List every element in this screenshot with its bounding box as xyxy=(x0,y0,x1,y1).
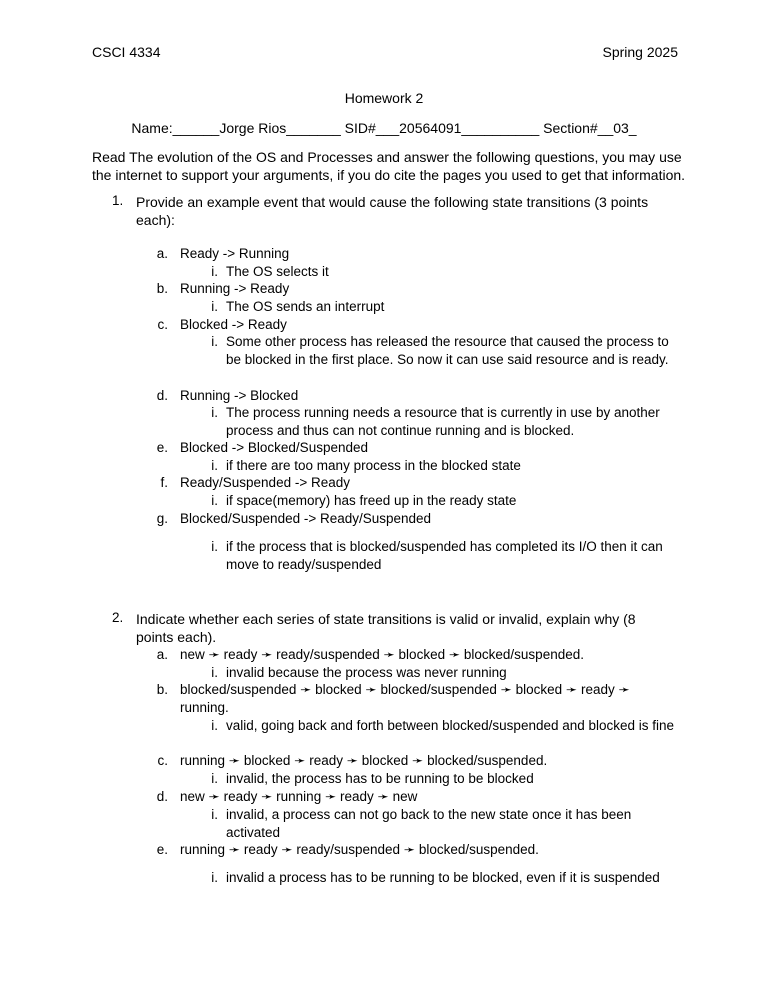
answer-mark: i. xyxy=(211,334,218,349)
item-label: blocked/suspended ➛ blocked ➛ blocked/suspended ➛ blocked ➛ ready ➛ running. xyxy=(180,682,630,715)
item-letter: d. xyxy=(156,789,168,804)
answer-text: if there are too many process in the blocked state xyxy=(226,458,521,473)
item-label: Blocked/Suspended -> Ready/Suspended xyxy=(180,511,432,526)
answer-mark: i. xyxy=(211,493,218,508)
item-label: Blocked -> Blocked/Suspended xyxy=(180,440,368,455)
item-letter: a. xyxy=(156,246,168,261)
item-letter: g. xyxy=(156,511,168,526)
answer-mark: i. xyxy=(211,870,218,885)
item-letter: f. xyxy=(160,475,168,490)
answer-text: The OS selects it xyxy=(226,264,329,279)
answer-mark: i. xyxy=(211,807,218,822)
item-label: Running -> Ready xyxy=(180,281,290,296)
answer-text: if space(memory) has freed up in the ready state xyxy=(226,493,517,508)
item-label: running ➛ ready ➛ ready/suspended ➛ blocked/suspended. xyxy=(180,842,539,857)
item-label: Blocked -> Ready xyxy=(180,317,287,332)
answer-text: Some other process has released the resource that caused the process to be blocked in the first place. So now it can use said resource and is ready. xyxy=(226,334,669,367)
answer-text: invalid because the process was never running xyxy=(226,665,507,680)
answer-mark: i. xyxy=(211,458,218,473)
item-label: new ➛ ready ➛ running ➛ ready ➛ new xyxy=(180,789,418,804)
question-number: 1. xyxy=(112,193,124,208)
item-letter: c. xyxy=(157,317,168,332)
answer-text: invalid a process has to be running to be blocked, even if it is suspended xyxy=(226,870,660,885)
answer-text: invalid, the process has to be running to be blocked xyxy=(226,771,534,786)
item-label: Ready -> Running xyxy=(180,246,290,261)
answer-mark: i. xyxy=(211,539,218,554)
name-line: Name:______Jorge Rios_______ SID#___20564091__________ Section#__03_ xyxy=(131,120,637,136)
answer-mark: i. xyxy=(211,771,218,786)
item-label: Ready/Suspended -> Ready xyxy=(180,475,350,490)
item-letter: e. xyxy=(156,842,168,857)
question-prompt: Indicate whether each series of state transitions is valid or invalid, explain why (8 points each). xyxy=(136,611,636,645)
answer-mark: i. xyxy=(211,299,218,314)
item-letter: b. xyxy=(156,682,168,697)
item-letter: e. xyxy=(156,440,168,455)
question-prompt: Provide an example event that would cause the following state transitions (3 points each): xyxy=(136,194,649,228)
page-title: Homework 2 xyxy=(344,90,424,106)
item-letter: c. xyxy=(157,753,168,768)
item-letter: d. xyxy=(156,388,168,403)
answer-text: The process running needs a resource that is currently in use by another process and thus can not continue running and is blocked. xyxy=(226,405,660,438)
item-label: Running -> Blocked xyxy=(180,388,299,403)
header-course: CSCI 4334 xyxy=(92,44,161,60)
answer-text: if the process that is blocked/suspended has completed its I/O then it can move to ready/suspended xyxy=(226,539,663,572)
answer-text: valid, going back and forth between blocked/suspended and blocked is fine xyxy=(226,718,675,733)
item-letter: b. xyxy=(156,281,168,296)
intro-paragraph: Read The evolution of the OS and Processes and answer the following questions, you may use the internet to support your arguments, if you do cite the pages you used to get that information. xyxy=(92,149,686,183)
answer-text: The OS sends an interrupt xyxy=(226,299,385,314)
question-number: 2. xyxy=(112,610,124,625)
item-label: running ➛ blocked ➛ ready ➛ blocked ➛ blocked/suspended. xyxy=(180,753,548,768)
answer-mark: i. xyxy=(211,405,218,420)
answer-mark: i. xyxy=(211,665,218,680)
header-term: Spring 2025 xyxy=(602,44,678,60)
answer-text: invalid, a process can not go back to the new state once it has been activated xyxy=(226,807,632,840)
item-letter: a. xyxy=(156,647,168,662)
answer-mark: i. xyxy=(211,264,218,279)
item-label: new ➛ ready ➛ ready/suspended ➛ blocked ➛ blocked/suspended. xyxy=(180,647,584,662)
answer-mark: i. xyxy=(211,718,218,733)
